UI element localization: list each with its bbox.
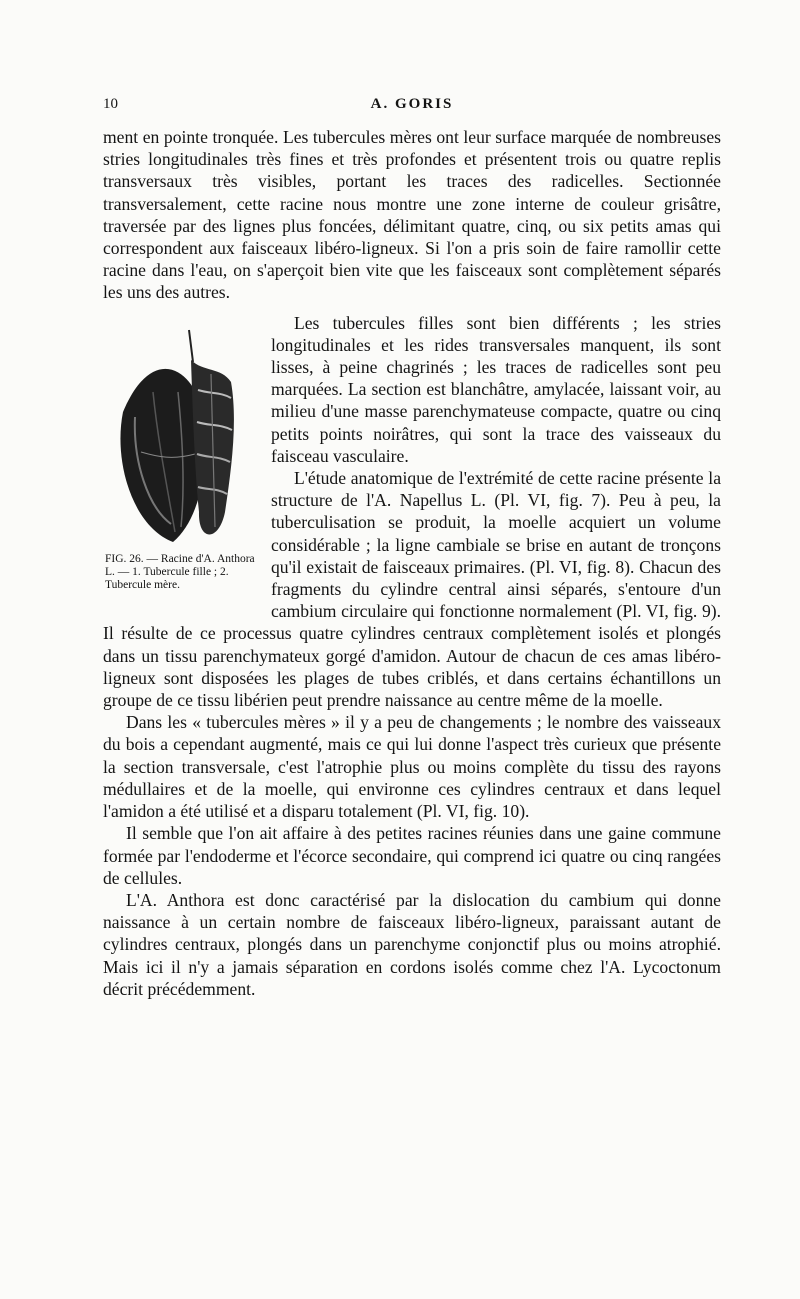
- figure: [103, 312, 263, 616]
- running-title: A. GORIS: [370, 96, 454, 112]
- figure-caption: FIG. 26. — Racine d'A. Anthora L. — 1. Tubercule fille ; 2. Tubercule mère.: [105, 552, 255, 591]
- paragraph: Il semble que l'on ait affaire à des petites racines réunies dans une gaine commune formée par l'endoderme et l'écorce secondaire, qui comprend ici quatre ou cinq rangées de cellules.: [103, 823, 721, 888]
- page-number: 10: [103, 96, 118, 112]
- paragraph: Les tubercules filles sont bien différents ; les stries longitudinales et les rides transversales manquent, ils sont lisses, à peine chagrinés ; les traces de radicelles sont peu marquées. La section est blanchâtre, amylacée, laissant voir, au milieu d'une masse parenchymateuse compacte, quatre ou cinq petits points noirâtres, qui sont la trace des vaisseaux du faisceau vasculaire.: [271, 312, 721, 466]
- paragraph: ment en pointe tronquée. Les tubercules mères ont leur surface marquée de nombreuses stries longitudinales très fines et très profondes et présentent trois ou quatre replis transversaux très visibles, portant les traces des radicelles. Sectionnée transversalement, cette racine nous montre une zone interne de couleur grisâtre, traversée par des lignes plus foncées, délimitant quatre, cinq, ou six petits amas qui correspondent aux faisceaux libéro-ligneux. Si l'on a pris soin de faire ramollir cette racine dans l'eau, on s'aperçoit bien vite que les faisceaux sont complètement séparés les uns des autres.: [103, 127, 721, 303]
- root-tubers-illustration: [103, 312, 263, 547]
- page-header: [103, 96, 721, 120]
- paragraph: L'étude anatomique de l'extrémité de cette racine présente la structure de l'A. Napellus L. (Pl. VI, fig. 7). Peu à peu, la tuberculisation se produit, la moelle acquiert un volume considérable ; la ligne cambiale se brise en autant de tronçons qu'il existait de faisceaux primaires. (Pl. VI, fig. 8). Chacun des fragments du cylindre central ainsi séparés, s'entoure d'un cambium circulaire qui fonctionne normalement (Pl. VI, fig. 9). Il résulte de ce processus quatre cylindres centraux complètement isolés et plongés dans un tissu parenchymateux gorgé d'amidon. Autour de chacun de ces amas libéro-ligneux sont disposées les plages de tubes criblés, et dans certains échantillons un groupe de ce tissu libérien peut prendre naissance au centre même de la moelle.: [103, 468, 721, 711]
- body-text: [103, 126, 721, 1000]
- paragraph: Dans les « tubercules mères » il y a peu de changements ; le nombre des vaisseaux du bois a cependant augmenté, mais ce qui lui donne l'aspect très curieux que présente la section transversale, c'est l'atrophie plus ou moins complète du tissu des rayons médullaires et de la moelle, qui environne ces cylindres centraux et dans lequel l'amidon a été utilisé et a disparu totalement (Pl. VI, fig. 10).: [103, 712, 721, 822]
- paragraph: L'A. Anthora est donc caractérisé par la dislocation du cambium qui donne naissance à un certain nombre de faisceaux libéro-ligneux, paraissant autant de cylindres centraux, plongés dans un parenchyme conjonctif plus ou moins atrophié. Mais ici il n'y a jamais séparation en cordons isolés comme chez l'A. Lycoctonum décrit précédemment.: [103, 889, 721, 999]
